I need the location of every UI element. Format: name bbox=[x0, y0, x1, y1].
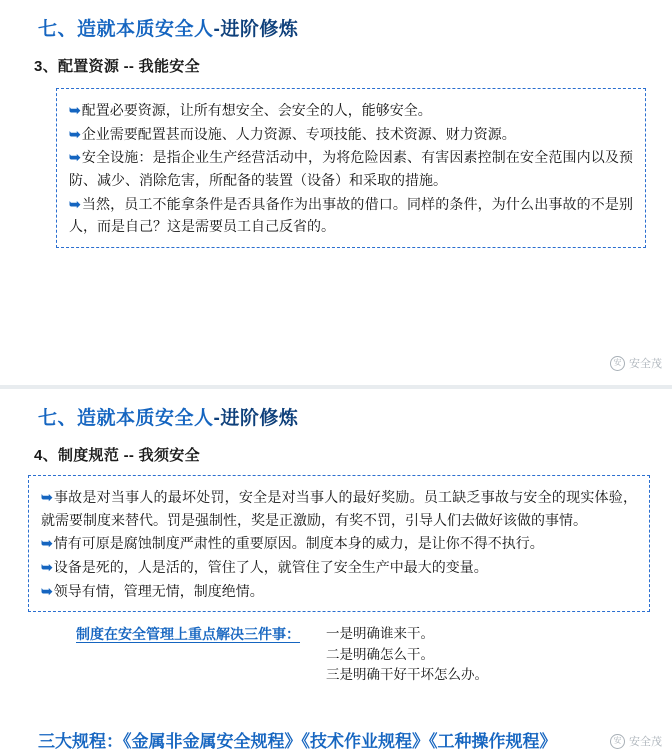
slide-1-bullet-3 bbox=[69, 146, 633, 191]
arrow-icon: ➥ bbox=[69, 195, 81, 212]
arrow-icon: ➥ bbox=[41, 559, 53, 576]
slide-2-footer-list bbox=[310, 624, 488, 685]
slide-1-subheading: 3、配置资源 -- 我能安全 bbox=[34, 58, 200, 75]
arrow-icon: ➥ bbox=[69, 102, 81, 118]
watermark-label: 安全茂 bbox=[629, 358, 662, 370]
watermark-label: 安全茂 bbox=[629, 736, 662, 748]
slide-2-bullet-2 bbox=[41, 532, 637, 555]
slide-1-content-box bbox=[56, 88, 646, 248]
watermark-slide-1 bbox=[610, 355, 662, 371]
slide-1-bullet-1 bbox=[69, 99, 633, 122]
slide-1-bullet-3-text: 安全设施：是指企业生产经营活动中，为将危险因素、有害因素控制在安全范围内以及预防、减少、消除危害，所配备的装置（设备）和采取的措施。 bbox=[69, 149, 633, 189]
slide-2-bullet-2-text: 情有可原是腐蚀制度严肃性的重要原因。制度本身的威力，是让你不得不执行。 bbox=[53, 535, 544, 552]
slide-1-bullet-4 bbox=[69, 193, 633, 238]
footer-item: 一是明确谁来干。 bbox=[326, 626, 434, 642]
slide-2-bullet-1 bbox=[41, 486, 637, 531]
slide-1-title bbox=[0, 0, 672, 41]
slide-3-peek bbox=[0, 729, 672, 755]
slide-2-subheading: 4、制度规范 -- 我须安全 bbox=[34, 447, 200, 464]
slide-2-title-suffix: -进阶修炼 bbox=[213, 408, 299, 429]
slide-2-title bbox=[0, 389, 672, 430]
slide-2 bbox=[0, 389, 672, 755]
slide-2-bullet-3-text: 设备是死的，人是活的，管住了人，就管住了安全生产中最大的变量。 bbox=[53, 559, 488, 576]
slide-2-title-main: 七、造就本质安全人 bbox=[38, 408, 214, 429]
arrow-icon: ➥ bbox=[41, 489, 53, 505]
watermark-badge-icon: 安 bbox=[610, 356, 625, 371]
slide-3-peek-text: 三大规程：《金属非金属安全规程》《技术作业规程》《工种操作规程》 bbox=[38, 732, 557, 751]
slide-1-title-main: 七、造就本质安全人 bbox=[38, 19, 214, 40]
slide-1-title-suffix: -进阶修炼 bbox=[213, 19, 299, 40]
slide-2-footer-label: 制度在安全管理上重点解决三件事： bbox=[76, 626, 300, 643]
watermark-badge-icon: 安 bbox=[610, 734, 625, 749]
slide-2-bullet-4 bbox=[41, 580, 637, 603]
slide-2-bullet-1-text: 事故是对当事人的最坏处罚，安全是对当事人的最好奖励。员工缺乏事故与安全的现实体验，就需要制度来替代。罚是强制性，奖是正激励，有奖不罚，引导人们去做好该做的事情。 bbox=[41, 489, 637, 528]
arrow-icon: ➥ bbox=[69, 125, 81, 142]
arrow-icon: ➥ bbox=[41, 582, 53, 599]
footer-item: 二是明确怎么干。 bbox=[326, 646, 434, 662]
watermark-slide-2 bbox=[610, 733, 662, 749]
slide-2-bullet-3 bbox=[41, 556, 637, 579]
arrow-icon: ➥ bbox=[69, 149, 81, 166]
slide-1-bullet-2 bbox=[69, 123, 633, 146]
slide-1-bullet-1-text: 配置必要资源，让所有想安全、会安全的人，能够安全。 bbox=[81, 102, 432, 118]
footer-item: 三是明确干好干坏怎么办。 bbox=[326, 666, 488, 682]
slide-2-bullet-4-text: 领导有情，管理无情，制度绝情。 bbox=[53, 582, 264, 599]
slide-1-bullet-2-text: 企业需要配置甚而设施、人力资源、专项技能、技术资源、财力资源。 bbox=[81, 125, 516, 142]
slide-2-footer bbox=[0, 612, 672, 685]
slide-1-bullet-4-text: 当然，员工不能拿条件是否具备作为出事故的借口。同样的条件，为什么出事故的不是别人，而是自己？这是需要员工自己反省的。 bbox=[69, 195, 633, 235]
slide-2-content-box bbox=[28, 475, 650, 612]
arrow-icon: ➥ bbox=[41, 535, 53, 552]
